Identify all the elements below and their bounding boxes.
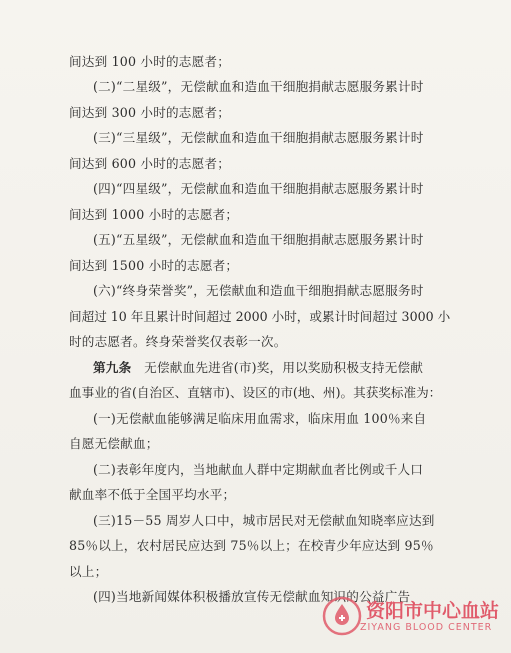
- text-line: 间达到 300 小时的志愿者；: [69, 105, 230, 120]
- article-9-heading: 第九条: [93, 360, 132, 375]
- blood-center-watermark: [318, 594, 508, 650]
- text-line: 以上；: [69, 564, 108, 579]
- article-9-text: 无偿献血先进省(市)奖，用以奖励积极支持无偿献: [131, 360, 424, 375]
- text-line: (三)“三星级”，无偿献血和造血干细胞捐献志愿服务累计时: [93, 130, 424, 145]
- text-line: 间超过 10 年且累计时间超过 2000 小时，或累计时间超过 3000 小: [69, 309, 451, 324]
- text-line: 献血率不低于全国平均水平；: [69, 487, 236, 502]
- blood-drop-hands-icon: [322, 596, 362, 636]
- text-line: (二)“二星级”，无偿献血和造血干细胞捐献志愿服务累计时: [93, 79, 424, 94]
- text-line: (三)15－55 周岁人口中，城市居民对无偿献血知晓率应达到: [93, 513, 435, 528]
- text-line: (六)“终身荣誉奖”，无偿献血和造血干细胞捐献志愿服务时: [93, 283, 424, 298]
- text-line: (四)当地新闻媒体积极播放宣传无偿献血知识的公益广告: [93, 589, 411, 604]
- article-9-first-line: [93, 359, 423, 377]
- text-line: (一)无偿献血能够满足临床用血需求，临床用血 100％来自: [93, 411, 427, 426]
- text-line: 间达到 600 小时的志愿者；: [69, 156, 230, 171]
- text-line: 间达到 1000 小时的志愿者；: [69, 207, 239, 222]
- text-line: 85％以上，农村居民应达到 75％以上；在校青少年应达到 95％: [69, 538, 434, 553]
- watermark-title: 资阳市中心血站: [366, 600, 500, 622]
- text-line: 自愿无偿献血；: [69, 436, 159, 451]
- text-line: (二)表彰年度内，当地献血人群中定期献血者比例或千人口: [93, 462, 424, 477]
- text-line: 血事业的省(自治区、直辖市)、设区的市(地、州)。其获奖标准为：: [69, 385, 442, 400]
- text-line: (五)“五星级”，无偿献血和造血干细胞捐献志愿服务累计时: [93, 232, 424, 247]
- text-line: 间达到 100 小时的志愿者；: [69, 54, 230, 69]
- text-line: 时的志愿者。终身荣誉奖仅表彰一次。: [69, 334, 287, 349]
- text-line: 间达到 1500 小时的志愿者；: [69, 258, 239, 273]
- text-line: (四)“四星级”，无偿献血和造血干细胞捐献志愿服务累计时: [93, 181, 424, 196]
- watermark-subtitle: ZIYANG BLOOD CENTER: [360, 622, 493, 633]
